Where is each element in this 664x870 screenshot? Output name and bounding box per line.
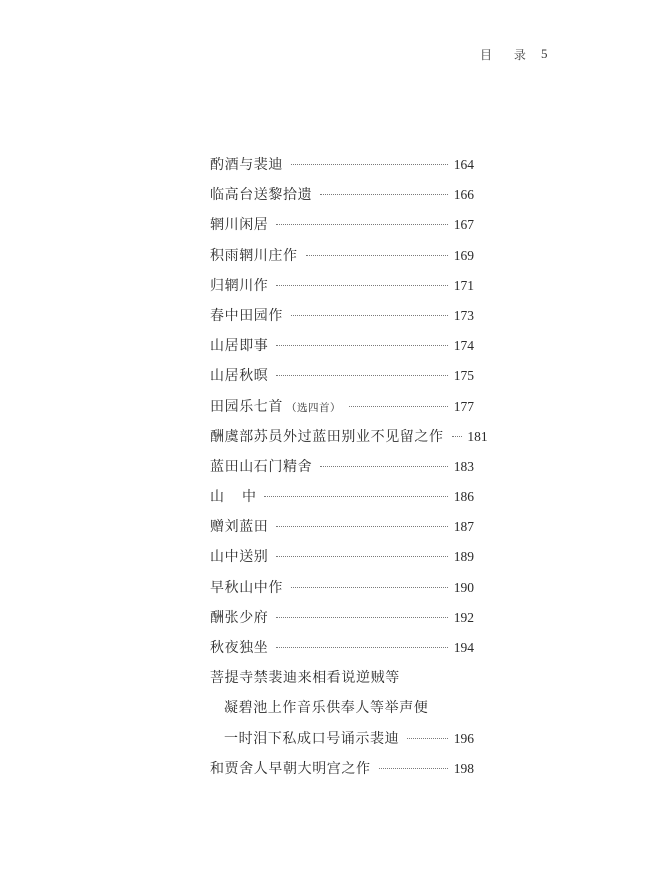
dot-leader: [276, 617, 448, 618]
toc-entry[interactable]: [210, 482, 474, 512]
dot-leader: [276, 647, 448, 648]
toc-entry-page: 186: [453, 489, 474, 505]
toc-entry-title: 赠刘蓝田: [210, 519, 269, 536]
toc-entry-note: （选四首）: [286, 401, 341, 414]
toc-entry-title-char: 山: [210, 489, 224, 506]
toc-entry[interactable]: [210, 724, 474, 754]
dot-leader: [306, 255, 448, 256]
toc-entry[interactable]: [210, 633, 474, 663]
toc-entry[interactable]: [210, 573, 474, 603]
toc-entry-page: 174: [453, 338, 474, 354]
dot-leader: [320, 466, 448, 467]
dot-leader: [379, 768, 448, 769]
toc-entry-page: 189: [453, 549, 474, 565]
toc-entry-page: 196: [453, 730, 474, 746]
dot-leader: [452, 436, 462, 437]
dot-leader: [291, 315, 448, 316]
dot-leader: [276, 526, 448, 527]
toc-entry-page: 164: [453, 157, 474, 172]
toc-entry-page: 175: [453, 368, 474, 384]
toc-entry-page: 190: [453, 579, 474, 595]
toc-entry-title: 辋川闲居: [210, 217, 269, 234]
toc-entry-page: 187: [453, 519, 474, 535]
toc-entry-title-text: 田园乐七首: [210, 398, 283, 415]
toc-entry-title: [210, 482, 256, 512]
dot-leader: [349, 406, 448, 407]
page-number: 5: [541, 46, 548, 61]
toc-entry-title: 临高台送黎拾遗: [210, 187, 313, 204]
toc-entry[interactable]: [210, 542, 474, 572]
dot-leader: [276, 285, 448, 286]
toc-entry-title: 蓝田山石门精舍: [210, 458, 313, 475]
dot-leader: [320, 194, 448, 195]
toc-entry-title: 山居秋暝: [210, 368, 269, 385]
toc-entry-title: 菩提寺禁裴迪来相看说逆贼等: [210, 670, 400, 687]
toc-entry[interactable]: [210, 452, 474, 482]
dot-leader: [264, 496, 448, 497]
toc-entry[interactable]: [210, 150, 474, 180]
toc-entry-title: 山中送别: [210, 549, 269, 566]
toc-entry-title: 春中田园作: [210, 307, 283, 324]
dot-leader: [276, 556, 448, 557]
toc-entry-page: 173: [453, 307, 474, 323]
toc-entry-title: 早秋山中作: [210, 579, 283, 596]
toc-entry-title: 秋夜独坐: [210, 640, 269, 656]
dot-leader: [407, 738, 448, 739]
toc-entry-page: 177: [453, 398, 474, 414]
toc-entry-page: 183: [453, 458, 474, 474]
toc-entry-title: [210, 392, 341, 423]
toc-entry-page: 166: [453, 187, 474, 203]
toc-entry-page: 198: [453, 760, 474, 776]
toc-entry[interactable]: [210, 361, 474, 391]
toc-entry[interactable]: [210, 392, 474, 422]
toc-entry[interactable]: [210, 422, 488, 452]
toc-entry-continued[interactable]: [210, 663, 474, 693]
table-of-contents: [210, 150, 488, 784]
toc-entry-continued[interactable]: [210, 693, 474, 723]
dot-leader: [276, 224, 448, 225]
toc-entry-title: 酌酒与裴迪: [210, 157, 283, 173]
toc-entry-page: 194: [453, 640, 474, 655]
toc-entry-title: 酬虞部苏员外过蓝田别业不见留之作: [210, 428, 444, 445]
toc-entry-title: 酬张少府: [210, 609, 269, 626]
section-title: 目 录: [480, 48, 535, 62]
dot-leader: [291, 164, 448, 165]
dot-leader: [291, 587, 448, 588]
toc-entry[interactable]: [210, 512, 474, 542]
toc-entry[interactable]: [210, 331, 474, 361]
toc-entry-page: 171: [453, 277, 474, 293]
toc-entry-page: 169: [453, 247, 474, 263]
toc-entry[interactable]: [210, 241, 474, 271]
toc-entry[interactable]: [210, 180, 474, 210]
toc-entry[interactable]: [210, 754, 474, 784]
toc-entry[interactable]: [210, 301, 474, 331]
toc-entry[interactable]: [210, 210, 474, 240]
toc-entry-page: 192: [453, 609, 474, 625]
toc-entry-title: 和贾舍人早朝大明宫之作: [210, 760, 371, 777]
toc-entry-title: 山居即事: [210, 338, 269, 355]
toc-entry-title-char: 中: [242, 489, 256, 506]
toc-entry-title: 积雨辋川庄作: [210, 247, 298, 264]
toc-entry-title: 凝碧池上作音乐供奉人等举声便: [224, 700, 429, 717]
toc-entry[interactable]: [210, 271, 474, 301]
running-header: [0, 44, 664, 64]
dot-leader: [276, 375, 448, 376]
dot-leader: [276, 345, 448, 346]
toc-entry-title: 一时泪下私成口号诵示裴迪: [224, 730, 400, 747]
toc-entry-page: 167: [453, 217, 474, 233]
toc-entry[interactable]: [210, 603, 474, 633]
toc-entry-page: 181: [467, 428, 488, 444]
toc-entry-title: 归辋川作: [210, 277, 269, 294]
